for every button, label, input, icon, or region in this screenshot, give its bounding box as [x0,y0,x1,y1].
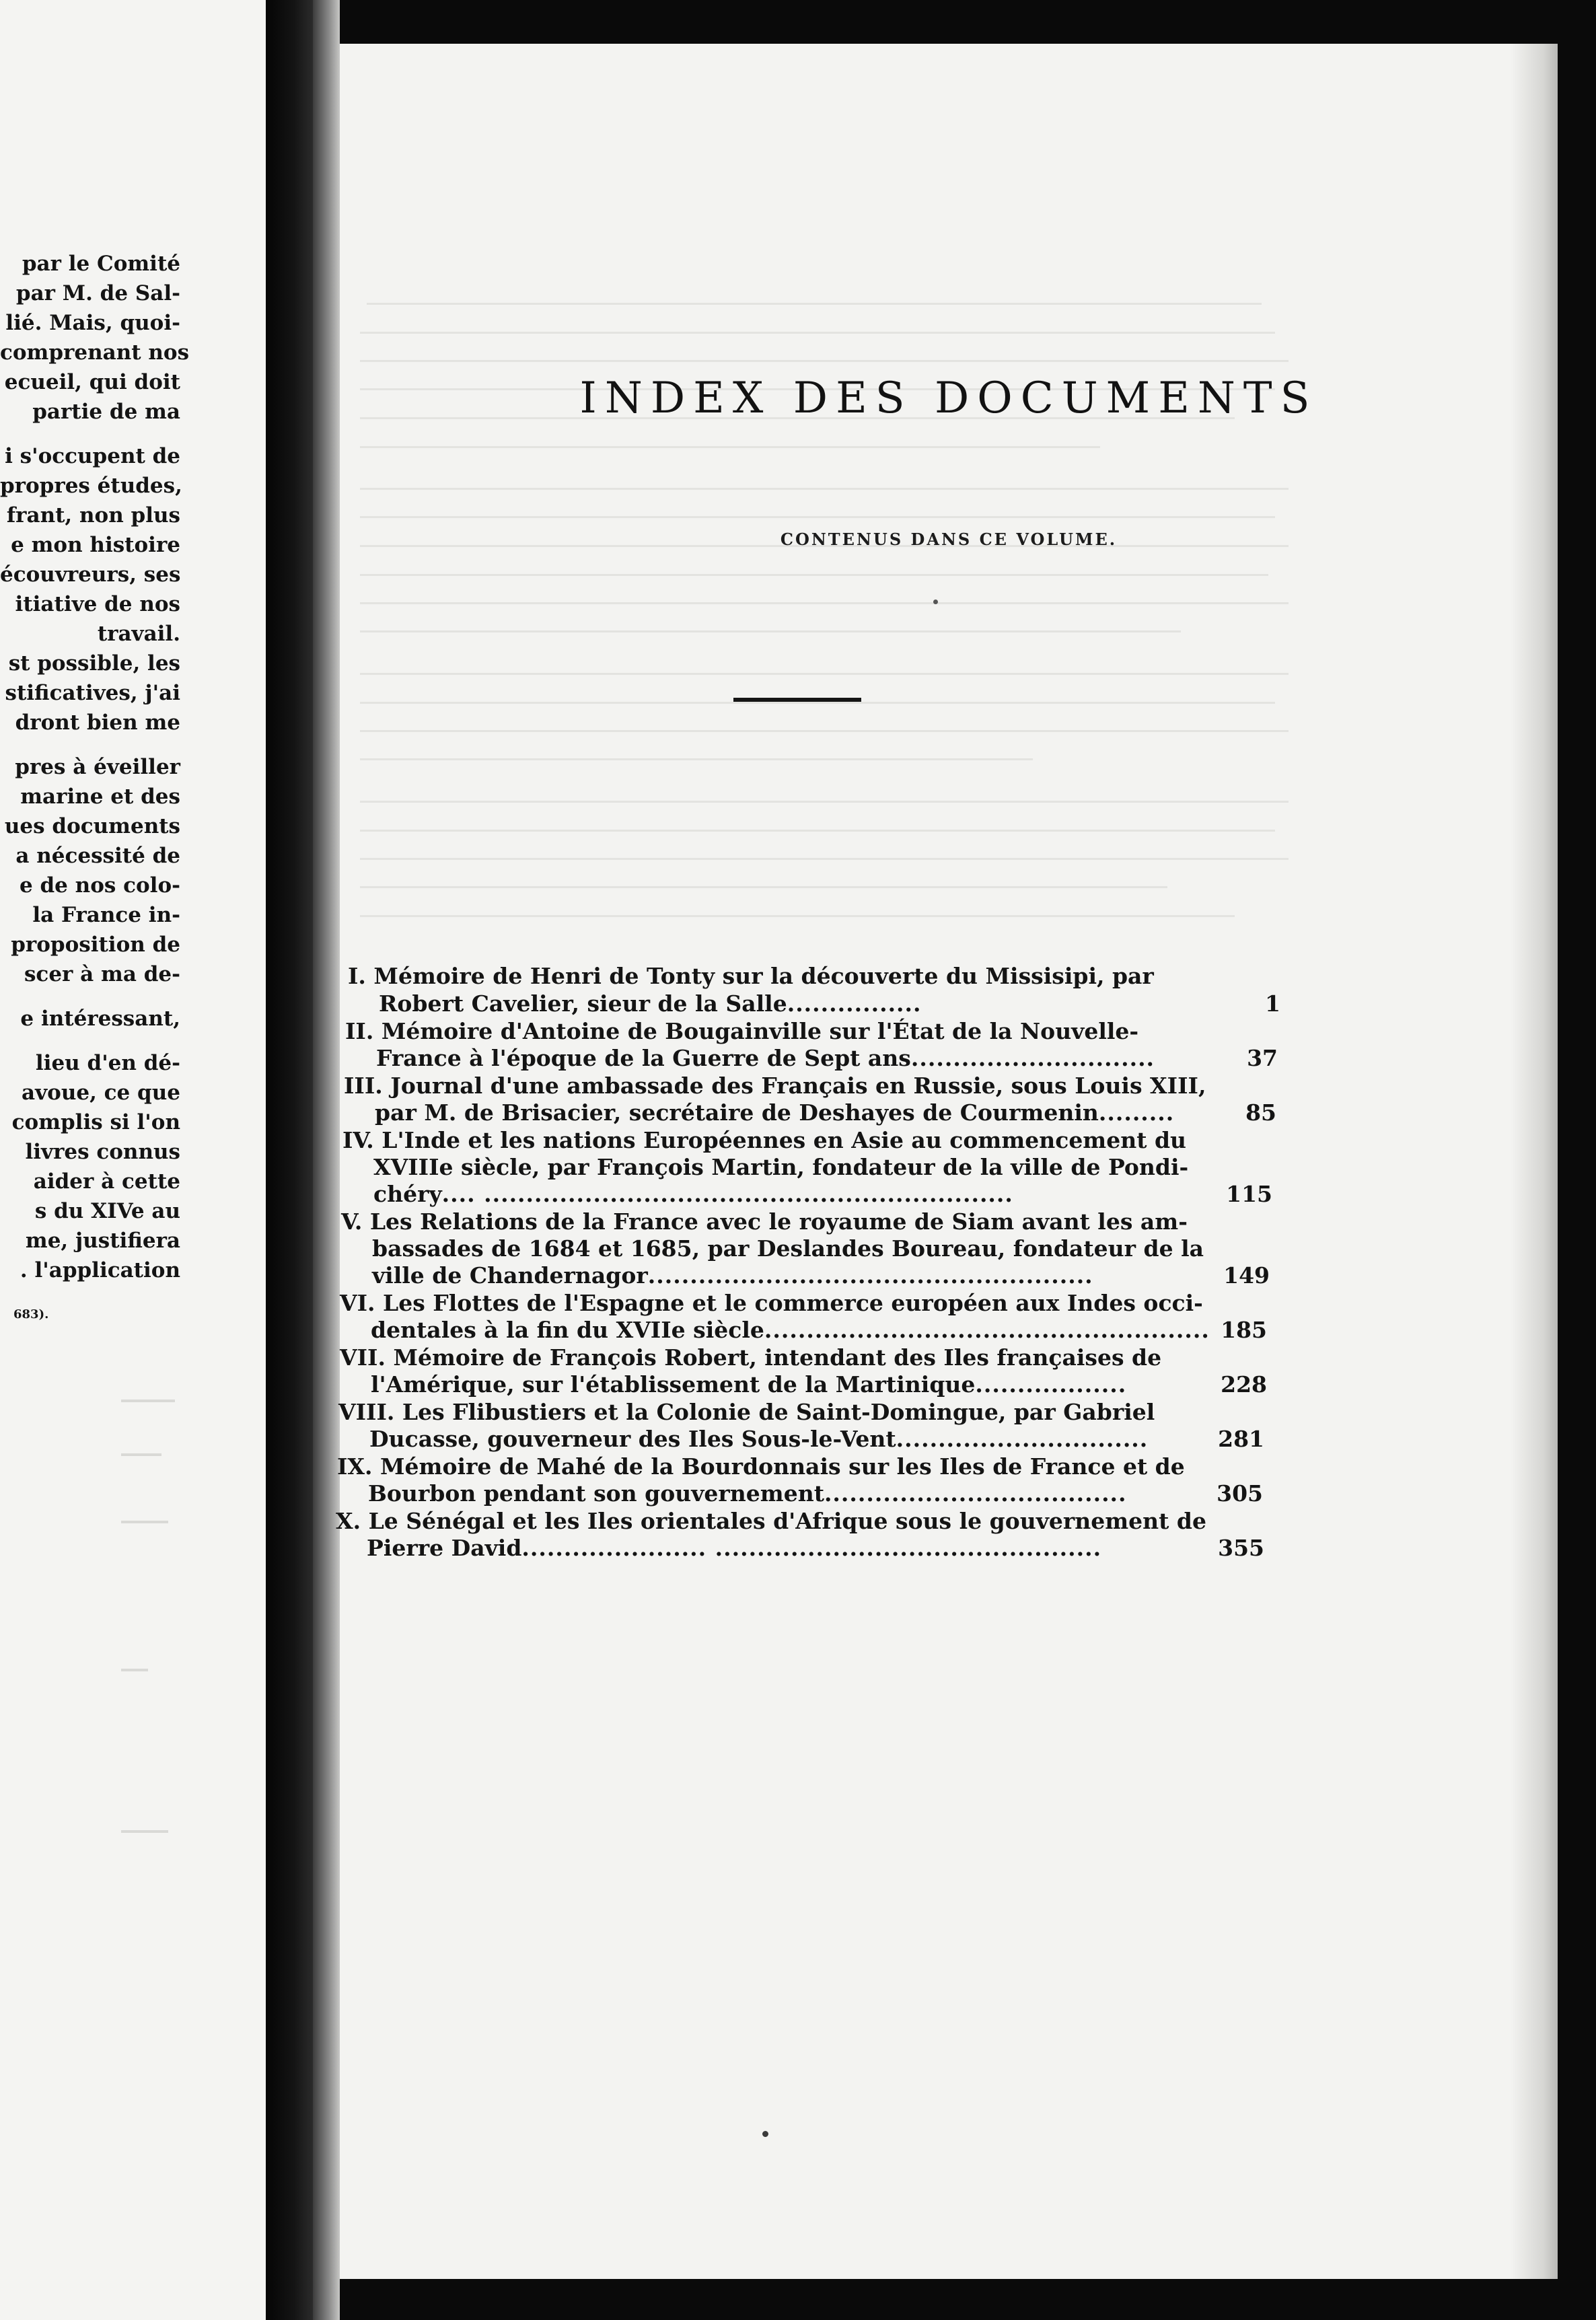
left-line: aider à cette [33,1169,180,1194]
page-subtitle: CONTENUS DANS CE VOLUME. [780,530,1118,549]
toc-entry-title: dentales à la fin du XVIIe siècle [371,1317,764,1343]
dot-leader: ......... [1098,1099,1175,1126]
toc-page-number: 228 [1221,1371,1267,1398]
left-line: st possible, les [8,651,180,676]
toc-entry-line [340,1289,1214,1317]
toc-page-number: 149 [1223,1262,1270,1289]
bleed-through-mark [121,1830,168,1833]
bleed-through-mark [121,1669,148,1671]
toc-entry-line [344,1072,1232,1100]
left-line: par M. de Sal- [15,281,180,305]
left-line: ecueil, qui doit [4,370,180,394]
dot-leader: .............................. [896,1426,1149,1452]
left-line: lieu d'en dé- [35,1051,180,1075]
left-line: propres études, [0,474,182,498]
bleed-through-mark [360,730,1289,732]
dot-leader: .................................... [824,1480,1127,1507]
left-line: par le Comité [22,252,180,276]
bleed-through-mark [121,1521,168,1523]
toc-page-number: 1 [1265,990,1280,1017]
toc-entry-line [379,990,1280,1018]
bleed-through-mark [360,602,1289,604]
toc-entry-line [369,1425,1264,1453]
toc-entry-title: VI. Les Flottes de l'Espagne et le commerce européen aux Indes occi- [340,1290,1203,1316]
toc-page-number: 305 [1217,1480,1263,1507]
bleed-through-mark [360,758,1033,760]
bleed-through-mark [121,1453,161,1456]
left-line: dront bien me [15,711,180,735]
toc-entry-title: V. Les Relations de la France avec le royaume de Siam avant les am- [341,1208,1188,1235]
title-rule [733,698,861,702]
toc-page-number: 281 [1218,1426,1264,1452]
ink-dot [762,2131,768,2137]
bleed-through-mark [360,801,1289,803]
left-line: livres connus [25,1140,180,1164]
toc-entry-title: VIII. Les Flibustiers et la Colonie de Saint-Domingue, par Gabriel [338,1399,1155,1425]
left-line: scer à ma de- [24,962,180,986]
toc-entry-title: ville de Chandernagor [372,1262,648,1289]
bleed-through-mark [360,886,1167,888]
toc-page-number: 185 [1221,1317,1267,1343]
left-line: e mon histoire [11,533,180,557]
dot-leader: .................. [975,1371,1127,1398]
bleed-through-mark [360,702,1275,704]
toc-entry-title: VII. Mémoire de François Robert, intendant des Iles françaises de [340,1344,1162,1371]
toc-entry-title: III. Journal d'une ambassade des Français en Russie, sous Louis XIII, [344,1073,1206,1099]
toc-entry-line [375,1099,1276,1127]
toc-entry-line [371,1316,1267,1344]
left-line: pres à éveiller [15,755,180,779]
bleed-through-mark [360,446,1100,448]
toc-entry-title: chéry [373,1181,442,1207]
toc-entry-title: II. Mémoire d'Antoine de Bougainville sur l'État de la Nouvelle- [345,1018,1139,1044]
left-line: partie de ma [32,400,180,424]
bleed-through-mark [360,574,1268,576]
left-line: comprenant nos [0,340,190,365]
left-line: ues documents [4,814,180,838]
toc-entry-title: France à l'époque de la Guerre de Sept ans [376,1045,911,1071]
toc-entry-line [372,1262,1270,1290]
toc-entry-title: IV. L'Inde et les nations Européennes en Asie au commencement du [342,1127,1187,1153]
left-line: 683). [13,1307,49,1321]
toc-entry-title: X. Le Sénégal et les Iles orientales d'Afrique sous le gouvernement de [336,1508,1206,1534]
toc-page-number: 355 [1218,1535,1264,1561]
toc-entry-title: Bourbon pendant son gouvernement [368,1480,824,1507]
toc-entry-title: Robert Cavelier, sieur de la Salle [379,990,787,1017]
toc-entry-line [373,1180,1272,1208]
toc-entry-title: l'Amérique, sur l'établissement de la Martinique [371,1371,976,1398]
bleed-through-mark [360,915,1235,917]
toc-entry-line [340,1344,1214,1372]
bleed-through-mark [360,673,1289,675]
toc-page-number: 37 [1247,1045,1278,1071]
left-line: s du XIVe au [34,1199,180,1223]
bleed-through-mark [360,516,1275,518]
left-line: stificatives, j'ai [5,681,180,705]
toc-entry-title: Pierre David [367,1535,522,1561]
left-line: e de nos colo- [19,873,180,898]
toc-entry-title: par M. de Brisacier, secrétaire de Deshayes de Courmenin [375,1099,1099,1126]
toc-entry-line [345,1017,1220,1046]
bleed-through-mark [360,332,1275,334]
toc-entry-line [337,1453,1212,1481]
toc-page-number: 85 [1245,1099,1276,1126]
page-edge-shadow [313,0,340,2320]
left-line: complis si l'on [11,1110,180,1134]
bleed-through-mark [360,488,1289,490]
toc-entry-line [336,1507,1210,1535]
left-line: frant, non plus [6,503,180,528]
left-line: e intéressant, [20,1007,180,1031]
bleed-through-mark [360,630,1181,632]
left-line: proposition de [11,933,180,957]
left-line: avoue, ce que [22,1081,180,1105]
ink-dot [933,600,938,604]
left-line: a nécessité de [15,844,180,868]
toc-page-number: 115 [1226,1181,1272,1207]
toc-entry-line [348,962,1197,990]
left-line: écouvreurs, ses [0,563,181,587]
toc-entry-line [341,1208,1216,1236]
left-page-text [0,249,190,1330]
toc-entry-line [367,1534,1264,1562]
left-line: marine et des [20,785,180,809]
toc-entry-line [372,1235,1240,1263]
toc-entry-line [342,1126,1231,1155]
toc-entry-title: bassades de 1684 et 1685, par Deslandes Boureau, fondateur de la [372,1235,1204,1262]
left-line: travail. [97,622,180,646]
toc-entry-line [376,1044,1278,1073]
dot-leader: .... ............................................................... [441,1181,1013,1207]
toc-entry-title: XVIIIe siècle, par François Martin, fondateur de la ville de Pondi- [373,1154,1189,1180]
bleed-through-mark [360,830,1275,832]
dot-leader: ..................................................... [647,1262,1093,1289]
dot-leader: ............................. [910,1045,1155,1071]
toc-entry-line [368,1480,1263,1508]
left-facing-page [0,0,266,2320]
binding-gutter [266,0,313,2320]
bleed-through-mark [360,360,1289,362]
left-line: i s'occupent de [5,444,180,468]
toc-entry-title: IX. Mémoire de Mahé de la Bourdonnais sur les Iles de France et de [337,1453,1185,1480]
dot-leader: ..................................................... [764,1317,1210,1343]
page-title: INDEX DES DOCUMENTS [579,373,1318,423]
dot-leader: ................ [787,990,922,1017]
left-line: itiative de nos [15,592,180,616]
left-line: la France in- [32,903,180,927]
toc-entry-line [338,1398,1213,1426]
dot-leader: ...................... .............................................. [521,1535,1102,1561]
left-line: lié. Mais, quoi- [5,311,180,335]
toc-entry-title: Ducasse, gouverneur des Iles Sous-le-Vent [369,1426,896,1452]
bleed-through-mark [367,303,1262,305]
bleed-through-mark [360,858,1289,860]
left-line: . l'application [20,1258,180,1282]
bleed-through-mark [121,1400,175,1402]
index-page [336,44,1558,2279]
toc-entry-title: I. Mémoire de Henri de Tonty sur la découverte du Missisipi, par [348,963,1154,989]
toc-entry-line [373,1153,1241,1182]
left-line: me, justifiera [25,1229,180,1253]
toc-entry-line [371,1371,1267,1399]
